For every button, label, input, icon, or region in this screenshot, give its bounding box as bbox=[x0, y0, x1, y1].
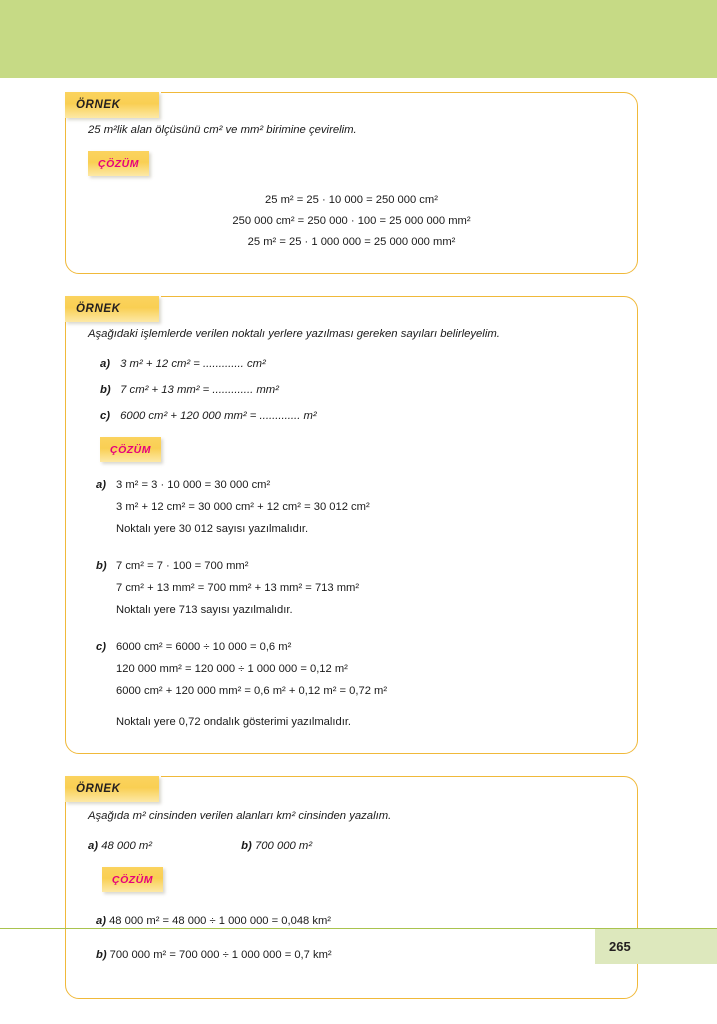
item-a bbox=[88, 837, 238, 855]
ornek-label-1: ÖRNEK bbox=[76, 99, 121, 111]
solution-note: Noktalı yere 30 012 sayısı yazılmalıdır. bbox=[116, 523, 309, 535]
solution-label: a) bbox=[96, 915, 106, 927]
solution-text: 48 000 m² = 48 000 ÷ 1 000 000 = 0,048 km² bbox=[109, 915, 332, 927]
solution-line bbox=[88, 944, 615, 966]
question-text: 6000 cm² + 120 000 mm² = ............. m² bbox=[120, 410, 317, 422]
cozum-label-1: ÇÖZÜM bbox=[98, 158, 139, 170]
example-3-prompt: Aşağıda m² cinsinden verilen alanları km² cinsinden yazalım. bbox=[88, 810, 392, 822]
example-card-3 bbox=[65, 776, 638, 999]
page-number: 265 bbox=[609, 939, 631, 954]
solution-text: 120 000 mm² = 120 000 ÷ 1 000 000 = 0,12 m² bbox=[116, 663, 348, 675]
solution-line bbox=[88, 474, 615, 496]
question-text: 3 m² + 12 cm² = ............. cm² bbox=[120, 358, 266, 370]
solution-text: 3 m² + 12 cm² = 30 000 cm² + 12 cm² = 30 012 cm² bbox=[116, 501, 370, 513]
item-text: 48 000 m² bbox=[101, 840, 153, 852]
math-line: 25 m² = 25 · 1 000 000 = 25 000 000 mm² bbox=[247, 236, 456, 248]
solution-label: c) bbox=[96, 641, 106, 653]
example-1-solution bbox=[88, 190, 615, 253]
question-item bbox=[88, 355, 615, 373]
example-1-prompt: 25 m²lik alan ölçüsünü cm² ve mm² birimine çevirelim. bbox=[88, 124, 357, 136]
solution-line bbox=[88, 555, 615, 577]
cozum-label-2: ÇÖZÜM bbox=[110, 444, 151, 456]
question-text: 7 cm² + 13 mm² = ............. mm² bbox=[120, 384, 279, 396]
question-item bbox=[88, 381, 615, 399]
question-label: b) bbox=[100, 384, 111, 396]
question-item bbox=[88, 407, 615, 425]
ornek-tag-2 bbox=[65, 296, 159, 322]
solution-line bbox=[88, 636, 615, 658]
solution-text: 700 000 m² = 700 000 ÷ 1 000 000 = 0,7 km² bbox=[109, 949, 332, 961]
solution-label: b) bbox=[96, 949, 107, 961]
solution-line bbox=[88, 496, 615, 518]
solution-group-b bbox=[88, 555, 615, 621]
solution-group-c bbox=[88, 636, 615, 733]
solution-text: 7 cm² = 7 · 100 = 700 mm² bbox=[116, 560, 249, 572]
solution-text: 7 cm² + 13 mm² = 700 mm² + 13 mm² = 713 mm² bbox=[116, 582, 360, 594]
top-green-band bbox=[0, 0, 717, 78]
example-3-items bbox=[88, 837, 615, 855]
cozum-label-3: ÇÖZÜM bbox=[112, 874, 153, 886]
math-line: 25 m² = 25 · 10 000 = 250 000 cm² bbox=[265, 194, 438, 206]
question-label: a) bbox=[100, 358, 111, 370]
example-block-2 bbox=[0, 274, 717, 754]
item-label: a) bbox=[88, 840, 99, 852]
solution-text: 6000 cm² = 6000 ÷ 10 000 = 0,6 m² bbox=[116, 641, 292, 653]
solution-note: Noktalı yere 0,72 ondalık gösterimi yazılmalıdır. bbox=[116, 716, 352, 728]
cozum-tag-2 bbox=[100, 437, 161, 462]
ornek-label-3: ÖRNEK bbox=[76, 783, 121, 795]
solution-group-a bbox=[88, 474, 615, 540]
cozum-tag-3 bbox=[102, 867, 163, 892]
item-text: 700 000 m² bbox=[254, 840, 313, 852]
cozum-tag-1 bbox=[88, 151, 149, 176]
example-card-2 bbox=[65, 296, 638, 754]
example-card-1 bbox=[65, 92, 638, 274]
page-content bbox=[0, 78, 717, 999]
page-number-box bbox=[595, 929, 717, 964]
question-label: c) bbox=[100, 410, 111, 422]
solution-line bbox=[88, 658, 615, 680]
item-b bbox=[241, 840, 312, 852]
solution-text: 3 m² = 3 · 10 000 = 30 000 cm² bbox=[116, 479, 271, 491]
math-line: 250 000 cm² = 250 000 · 100 = 25 000 000 mm² bbox=[232, 215, 471, 227]
example-block-1 bbox=[0, 78, 717, 274]
ornek-tag-3 bbox=[65, 776, 159, 802]
solution-note: Noktalı yere 713 sayısı yazılmalıdır. bbox=[116, 604, 293, 616]
solution-line bbox=[88, 577, 615, 599]
ornek-label-2: ÖRNEK bbox=[76, 303, 121, 315]
example-2-prompt: Aşağıdaki işlemlerde verilen noktalı yerlere yazılması gereken sayıları belirleyelim. bbox=[88, 328, 500, 340]
solution-line bbox=[88, 680, 615, 702]
ornek-tag-1 bbox=[65, 92, 159, 118]
solution-label: a) bbox=[96, 479, 106, 491]
solution-text: 6000 cm² + 120 000 mm² = 0,6 m² + 0,12 m² = 0,72 m² bbox=[116, 685, 388, 697]
item-label: b) bbox=[241, 840, 252, 852]
solution-label: b) bbox=[96, 560, 107, 572]
